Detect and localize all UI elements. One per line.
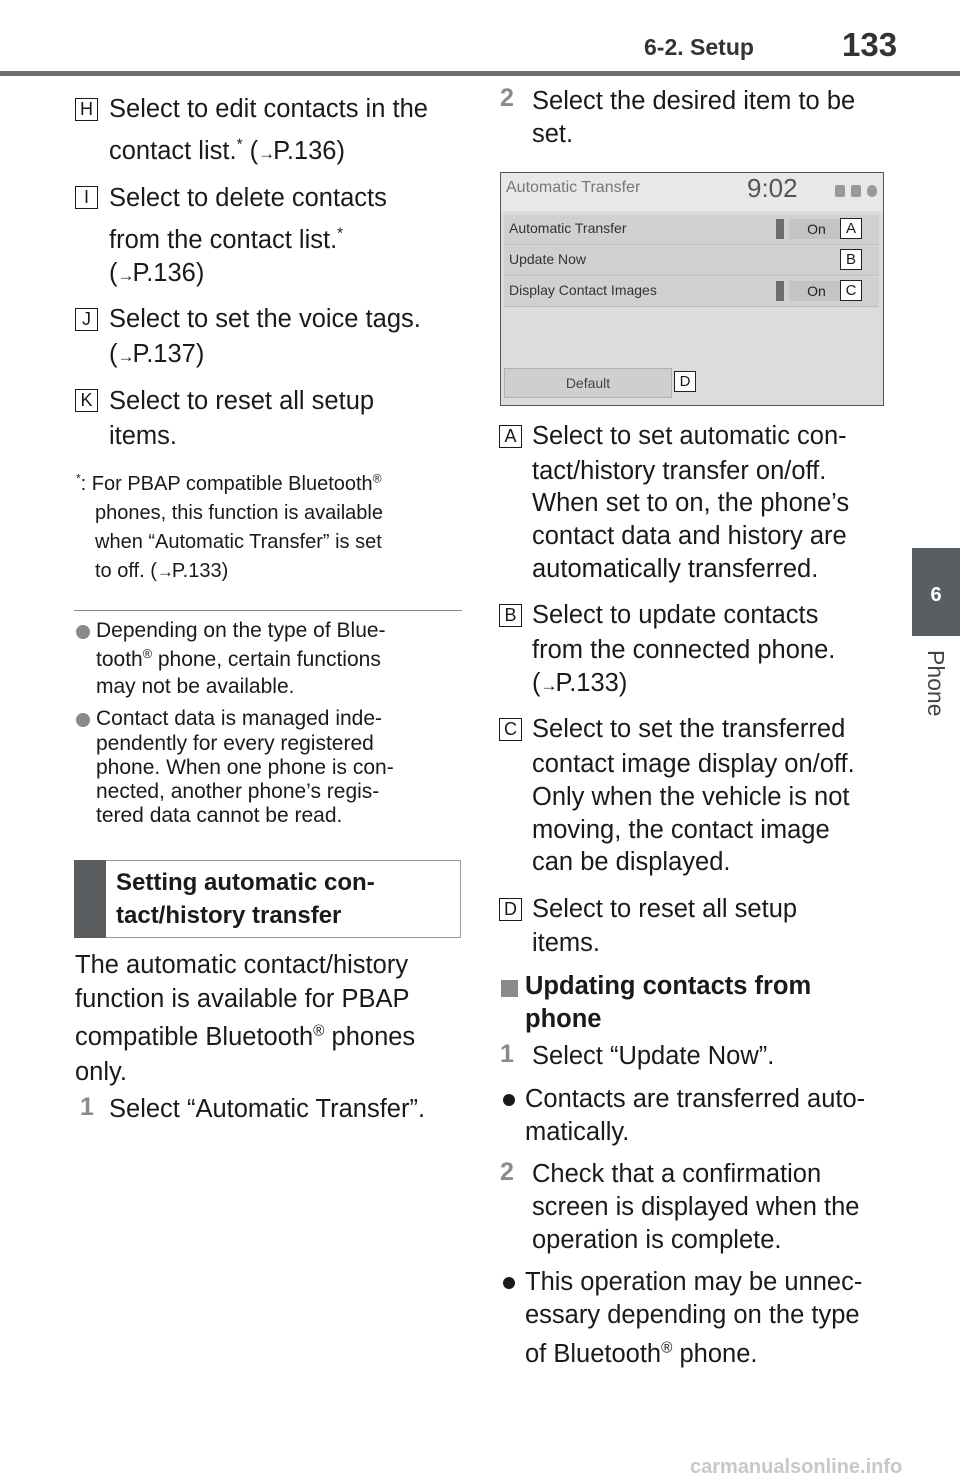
a-line2: tact/history transfer on/off. [532,457,827,485]
step-number: 1 [80,1093,94,1121]
item-k-line2: items. [109,422,178,450]
b-line2: from the connected phone. [532,636,836,664]
row-update-now[interactable] [504,246,879,276]
note-bullet [76,713,90,727]
c-line3: Only when the vehicle is not [532,783,850,811]
u-step1-text: Select “Update Now”. [532,1042,775,1070]
toggle-value: On [789,219,844,239]
a-line3: When set to on, the phone’s [532,489,850,517]
screen-callout-c: C [840,280,862,301]
page-number: 133 [842,26,898,63]
chapter-label: Phone [923,650,949,717]
callout-k: K [75,389,98,412]
note-bullet [76,625,90,639]
c-line1: Select to set the transferred [532,715,846,743]
a-line1: Select to set automatic con- [532,422,847,450]
a-line4: contact data and history are [532,522,847,550]
screen-clock: 9:02 [747,173,798,203]
screen-image [500,172,884,406]
subheading-marker [501,980,518,997]
chapter-number: 6 [930,584,942,606]
section-heading-bar [74,860,106,938]
step-text: Select “Automatic Transfer”. [109,1095,426,1123]
row-label: Update Now [509,251,587,267]
d-line1: Select to reset all setup [532,895,798,923]
item-i-line1: Select to delete contacts [109,184,387,212]
u-bullet2-line2: essary depending on the type [525,1301,860,1329]
step2-line1: Select the desired item to be [532,87,856,115]
c-line5: can be displayed. [532,848,731,876]
toggle-indicator [776,219,784,239]
u-bullet1-line2: matically. [525,1118,630,1146]
toggle-value: On [789,281,844,301]
note2-line1: Contact data is managed inde- [96,707,383,730]
screen-callout-b: B [840,249,862,270]
u-step2-line1: Check that a confirmation [532,1160,822,1188]
header-rule [0,71,960,76]
item-j-line1: Select to set the voice tags. [109,305,421,333]
note2-line3: phone. When one phone is con- [96,756,394,779]
divider [74,610,462,611]
signal-icon [835,185,845,197]
item-i-ref: (→P.136) [109,259,205,287]
footnote-line1: *: For PBAP compatible Bluetooth® [76,471,382,495]
note1-line1: Depending on the type of Blue- [96,619,386,642]
screen-title: Automatic Transfer [506,179,641,196]
step-number: 2 [500,84,514,112]
note2-line5: tered data cannot be read. [96,804,343,827]
row-display-contact-images[interactable] [504,277,879,307]
callout-h: H [75,98,98,121]
step-number: 2 [500,1158,514,1186]
footnote-line4: to off. (→P.133) [95,560,229,582]
b-ref: (→P.133) [532,669,628,697]
callout-j: J [75,308,98,331]
bluetooth-icon [867,185,877,197]
note2-line2: pendently for every registered [96,732,374,755]
callout-i: I [75,186,98,209]
note2-line4: nected, another phone’s regis- [96,780,380,803]
callout-a: A [499,425,522,448]
u-bullet2-line1: This operation may be unnec- [525,1268,863,1296]
u-bullet2-line3: of Bluetooth® phone. [525,1339,758,1368]
screen-callout-a: A [840,218,862,239]
para-line1: The automatic contact/history [75,951,409,979]
section-heading: Setting automatic con- tact/history transfer [116,869,375,929]
para-line3: compatible Bluetooth® phones [75,1022,416,1051]
note1-line3: may not be available. [96,675,295,698]
item-h-line2: contact list.* (→P.136) [109,136,345,165]
item-k-line1: Select to reset all setup [109,387,375,415]
step2-line2: set. [532,120,574,148]
callout-b: B [499,604,522,627]
row-label: Display Contact Images [509,282,657,298]
item-i-line2: from the contact list.* [109,225,344,254]
item-j-ref: (→P.137) [109,340,205,368]
callout-d: D [499,898,522,921]
watermark: carmanualsonline.info [690,1456,903,1478]
footnote-line3: when “Automatic Transfer” is set [95,531,382,553]
u-step2-line2: screen is displayed when the [532,1193,860,1221]
callout-c: C [499,718,522,741]
u-step2-line3: operation is complete. [532,1226,782,1254]
b-line1: Select to update contacts [532,601,819,629]
bullet [503,1094,515,1106]
battery-icon [851,185,861,197]
a-line5: automatically transferred. [532,555,819,583]
screen-callout-d: D [674,371,696,392]
default-button[interactable]: Default [504,368,672,398]
item-h-line1: Select to edit contacts in the [109,95,428,123]
step-number: 1 [500,1040,514,1068]
bullet [503,1277,515,1289]
subheading-line1: Updating contacts from [525,972,812,1000]
footnote-line2: phones, this function is available [95,502,383,524]
subheading-line2: phone [525,1005,602,1033]
section-title: 6-2. Setup [644,34,754,60]
note1-line2: tooth® phone, certain functions [96,647,381,671]
c-line4: moving, the contact image [532,816,830,844]
para-line4: only. [75,1058,127,1086]
para-line2: function is available for PBAP [75,985,410,1013]
c-line2: contact image display on/off. [532,750,855,778]
u-bullet1-line1: Contacts are transferred auto- [525,1085,866,1113]
toggle-indicator [776,281,784,301]
row-label: Automatic Transfer [509,220,627,236]
row-automatic-transfer[interactable] [504,215,879,245]
d-line2: items. [532,929,601,957]
